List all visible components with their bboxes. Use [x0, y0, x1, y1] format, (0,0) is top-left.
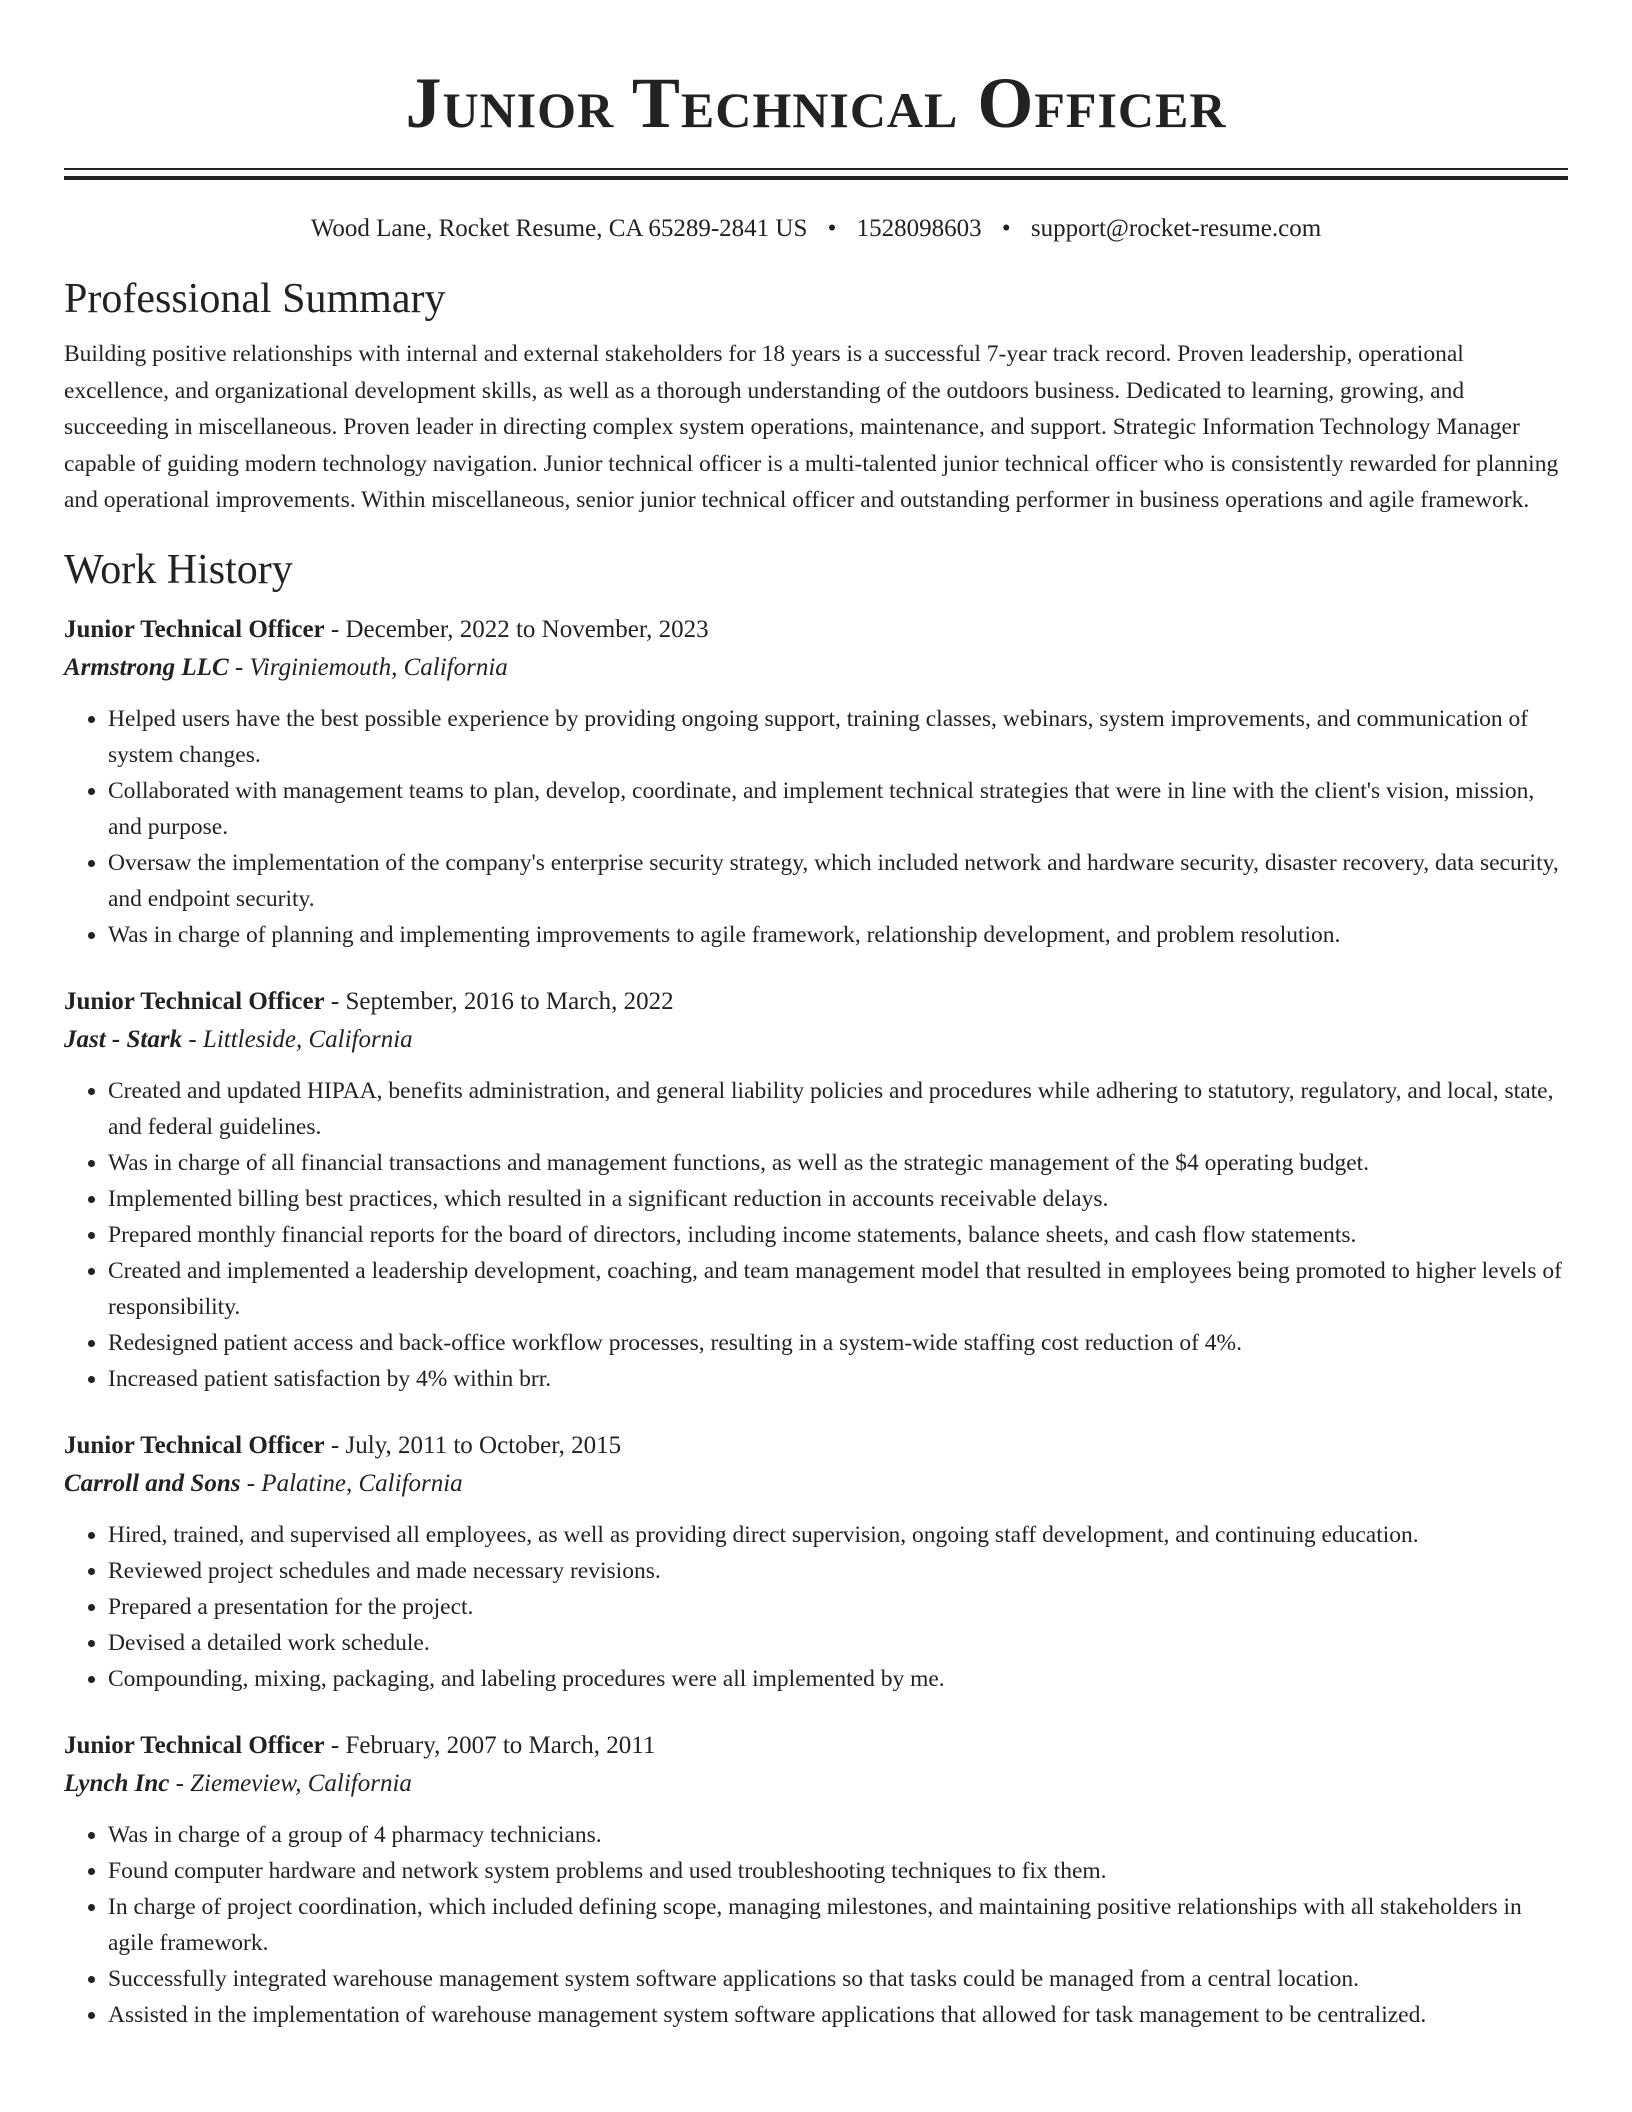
summary-heading: Professional Summary [64, 276, 446, 322]
job-role: Junior Technical Officer [64, 1431, 325, 1459]
job-company: Lynch Inc [64, 1769, 170, 1797]
job-bullets [64, 1517, 1568, 1697]
job-dates: - September, 2016 to March, 2022 [324, 987, 674, 1015]
job-bullet: • Found computer hardware and network system problems and used troubleshooting techniques to fix them. [108, 1853, 1568, 1889]
title-divider-thick [64, 176, 1568, 180]
job-role: Junior Technical Officer [64, 615, 325, 643]
contact-phone: 1528098603 [856, 215, 982, 242]
job-bullet: • Implemented billing best practices, which resulted in a significant reduction in accounts receivable delays. [108, 1181, 1568, 1217]
job-location: - Palatine, California [240, 1469, 463, 1497]
job-bullet: • Was in charge of a group of 4 pharmacy technicians. [108, 1817, 1568, 1853]
job-bullet: • Assisted in the implementation of warehouse management system software applications that allowed for task management to be centralized. [108, 1997, 1568, 2033]
job-header [64, 611, 1568, 649]
job-bullet: • Helped users have the best possible experience by providing ongoing support, training classes, webinars, system improvements, and communication of system changes. [108, 701, 1568, 773]
job-employer [64, 1021, 1568, 1059]
job-bullet: • Prepared monthly financial reports for the board of directors, including income statements, balance sheets, and cash flow statements. [108, 1217, 1568, 1253]
job-entry [64, 983, 1568, 1397]
job-header [64, 983, 1568, 1021]
resume-title: Junior Technical Officer [405, 63, 1227, 143]
job-bullet: • Collaborated with management teams to plan, develop, coordinate, and implement technical strategies that were in line with the client's vision, mission, and purpose. [108, 773, 1568, 845]
title-divider-thin [64, 168, 1568, 170]
work-history-heading: Work History [64, 546, 293, 593]
job-employer [64, 1765, 1568, 1803]
job-dates: - February, 2007 to March, 2011 [324, 1731, 656, 1759]
job-bullet: • Successfully integrated warehouse management system software applications so that tasks could be managed from a central location. [108, 1961, 1568, 1997]
job-bullet: • Created and implemented a leadership development, coaching, and team management model that resulted in employees being promoted to higher levels of responsibility. [108, 1253, 1568, 1325]
job-header [64, 1427, 1568, 1465]
summary-text: Building positive relationships with internal and external stakeholders for 18 years is a successful 7-year track record. Proven leadership, operational excellence, and organizational development skills, as well as a thorough understanding of the outdoors business. Dedicated to learning, growing, and succeeding in miscellaneous. Proven leader in directing complex system operations, maintenance, and support. Strategic Information Technology Manager capable of guiding modern technology navigation. Junior technical officer is a multi-talented junior technical officer who is consistently rewarded for planning and operational improvements. Within miscellaneous, senior junior technical officer and outstanding performer in business operations and agile framework. [64, 341, 1559, 513]
contact-separator: • [827, 215, 837, 242]
job-dates: - July, 2011 to October, 2015 [324, 1431, 622, 1459]
job-bullet: • Prepared a presentation for the project. [108, 1589, 1568, 1625]
job-role: Junior Technical Officer [64, 987, 325, 1015]
job-bullet: • Devised a detailed work schedule. [108, 1625, 1568, 1661]
job-bullets [64, 1073, 1568, 1397]
job-employer [64, 1465, 1568, 1503]
contact-email: support@rocket-resume.com [1030, 215, 1322, 242]
job-bullet: • Was in charge of all financial transactions and management functions, as well as the strategic management of the $4 operating budget. [108, 1145, 1568, 1181]
contact-line [64, 212, 1568, 246]
job-bullet: • In charge of project coordination, which included defining scope, managing milestones, and maintaining positive relationships with all stakeholders in agile framework. [108, 1889, 1568, 1961]
job-entry [64, 1727, 1568, 2033]
job-company: Jast - Stark [64, 1025, 183, 1053]
job-location: - Littleside, California [182, 1025, 413, 1053]
job-bullets [64, 1817, 1568, 2033]
job-bullets [64, 701, 1568, 953]
job-entry [64, 611, 1568, 953]
job-company: Carroll and Sons [64, 1469, 241, 1497]
job-company: Armstrong LLC [64, 653, 229, 681]
job-location: - Virginiemouth, California [228, 653, 508, 681]
job-bullet: • Created and updated HIPAA, benefits administration, and general liability policies and procedures while adhering to statutory, regulatory, and local, state, and federal guidelines. [108, 1073, 1568, 1145]
job-bullet: • Redesigned patient access and back-office workflow processes, resulting in a system-wide staffing cost reduction of 4%. [108, 1325, 1568, 1361]
resume-page [64, 0, 1568, 2033]
job-bullet: • Hired, trained, and supervised all employees, as well as providing direct supervision, ongoing staff development, and continuing education. [108, 1517, 1568, 1553]
job-entry [64, 1427, 1568, 1697]
contact-address: Wood Lane, Rocket Resume, CA 65289-2841 US [310, 215, 808, 242]
job-dates: - December, 2022 to November, 2023 [324, 615, 709, 643]
job-bullet: • Was in charge of planning and implementing improvements to agile framework, relationship development, and problem resolution. [108, 917, 1568, 953]
job-employer [64, 649, 1568, 687]
job-role: Junior Technical Officer [64, 1731, 325, 1759]
job-location: - Ziemeview, California [169, 1769, 412, 1797]
contact-separator: • [1001, 215, 1011, 242]
job-header [64, 1727, 1568, 1765]
job-bullet: • Reviewed project schedules and made necessary revisions. [108, 1553, 1568, 1589]
job-bullet: • Oversaw the implementation of the company's enterprise security strategy, which included network and hardware security, disaster recovery, data security, and endpoint security. [108, 845, 1568, 917]
job-bullet: • Compounding, mixing, packaging, and labeling procedures were all implemented by me. [108, 1661, 1568, 1697]
job-bullet: • Increased patient satisfaction by 4% within brr. [108, 1361, 1568, 1397]
